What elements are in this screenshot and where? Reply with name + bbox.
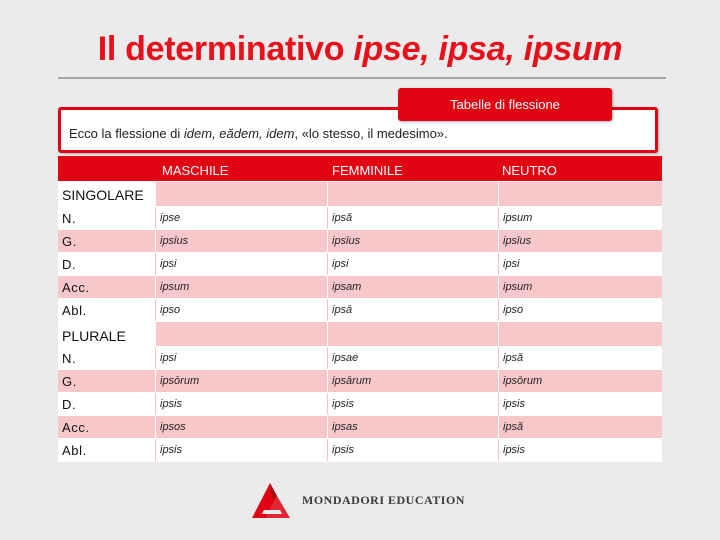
case-label: Abl. [62,443,87,458]
form-feminine: ipsis [332,444,355,456]
form-masculine: ipsum [160,281,190,293]
form-feminine: ipsae [332,352,359,364]
case-label: D. [62,257,77,272]
form-feminine: ipsā [332,304,353,316]
table-row [58,299,662,322]
form-feminine: ipsas [332,421,358,433]
table-row [58,370,662,393]
table-row [58,207,662,230]
case-label: N. [62,351,77,366]
section-label-singular: SINGOLARE [62,187,144,203]
page-title [0,30,720,69]
table-row [58,416,662,439]
declension-table [58,156,662,462]
form-masculine: ipsi [160,352,177,364]
case-label: Acc. [62,280,90,295]
form-masculine: ipse [160,212,181,224]
case-label: N. [62,211,77,226]
form-neuter: ipsum [503,212,533,224]
table-header-row [58,156,662,182]
form-feminine: ipsi [332,258,349,270]
form-feminine: ipsis [332,398,355,410]
title-prefix: Il determinativo [97,30,354,68]
publisher-logo [250,480,480,520]
table-row [58,393,662,416]
title-italic: ipse, ipsa, ipsum [353,30,623,68]
form-masculine: ipso [160,304,181,316]
case-label: G. [62,374,77,389]
section-label-plural: PLURALE [62,328,126,344]
section-label-cell [58,182,155,206]
form-neuter: ipsi [503,258,520,270]
form-neuter: ipsīus [503,235,532,247]
table-row [58,230,662,253]
table-row [58,439,662,462]
form-masculine: ipsis [160,444,183,456]
section-row-singular [58,182,662,207]
form-feminine: ipsīus [332,235,361,247]
form-neuter: ipsum [503,281,533,293]
header-neuter: NEUTRO [502,163,557,178]
tab-label: Tabelle di flessione [398,88,612,121]
intro-italic: idem, eădem, idem [183,126,295,141]
header-feminine: FEMMINILE [332,163,403,178]
case-label: D. [62,397,77,412]
form-neuter: ipsōrum [503,375,543,387]
form-neuter: ipsă [503,421,524,433]
publisher-name: MONDADORI EDUCATION [302,493,465,507]
section-label-cell [58,322,155,346]
form-feminine: ipsă [332,212,353,224]
form-neuter: ipso [503,304,524,316]
case-label: Abl. [62,303,87,318]
case-label: G. [62,234,77,249]
intro-part-1: Ecco la flessione di [69,126,184,141]
form-neuter: ipsis [503,398,526,410]
form-feminine: ipsam [332,281,362,293]
form-masculine: ipsos [160,421,186,433]
form-masculine: ipsōrum [160,375,200,387]
mondadori-rose-icon [250,480,296,520]
form-masculine: ipsīus [160,235,189,247]
title-divider [58,77,666,79]
table-row [58,276,662,299]
intro-part-2: , «lo stesso, il medesimo». [294,126,448,141]
form-masculine: ipsi [160,258,177,270]
form-neuter: ipsă [503,352,524,364]
table-row [58,253,662,276]
intro-text [69,126,448,141]
section-row-plural [58,322,662,347]
form-masculine: ipsis [160,398,183,410]
form-neuter: ipsis [503,444,526,456]
table-row [58,347,662,370]
case-label: Acc. [62,420,90,435]
header-masculine: MASCHILE [162,163,229,178]
form-feminine: ipsārum [332,375,372,387]
